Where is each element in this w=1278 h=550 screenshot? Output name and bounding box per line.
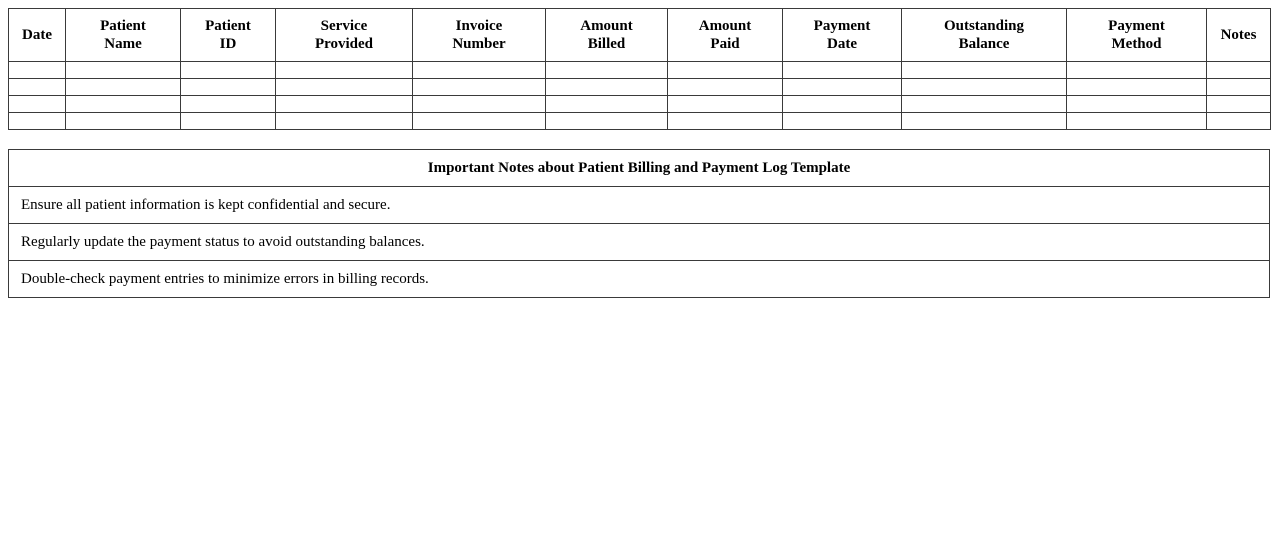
- header-text: Date: [22, 27, 52, 43]
- cell-date[interactable]: [9, 62, 66, 79]
- header-text: Patient: [205, 18, 251, 34]
- column-header-patient-name: [66, 9, 181, 62]
- cell-outstanding-balance[interactable]: [902, 113, 1067, 130]
- column-header-amount-paid: [668, 9, 783, 62]
- cell-payment-date[interactable]: [783, 79, 902, 96]
- cell-patient-name[interactable]: [66, 113, 181, 130]
- header-text: Date: [827, 36, 857, 52]
- table-row: [9, 113, 1271, 130]
- cell-notes[interactable]: [1207, 62, 1271, 79]
- header-text: Invoice: [455, 18, 503, 34]
- cell-patient-name[interactable]: [66, 62, 181, 79]
- cell-payment-date[interactable]: [783, 62, 902, 79]
- note-item: Double-check payment entries to minimize errors in billing records.: [9, 261, 1270, 298]
- cell-payment-method[interactable]: [1067, 79, 1207, 96]
- cell-service-provided[interactable]: [276, 113, 413, 130]
- header-text: Method: [1111, 36, 1162, 52]
- note-item: Ensure all patient information is kept confidential and secure.: [9, 187, 1270, 224]
- header-text: Amount: [698, 18, 752, 34]
- cell-service-provided[interactable]: [276, 79, 413, 96]
- cell-date[interactable]: [9, 79, 66, 96]
- cell-payment-date[interactable]: [783, 113, 902, 130]
- cell-payment-method[interactable]: [1067, 96, 1207, 113]
- cell-patient-id[interactable]: [181, 96, 276, 113]
- notes-table: [8, 149, 1270, 298]
- document: [8, 8, 1270, 298]
- header-text: Provided: [314, 36, 374, 52]
- cell-service-provided[interactable]: [276, 62, 413, 79]
- cell-notes[interactable]: [1207, 79, 1271, 96]
- column-header-date: [9, 9, 66, 62]
- cell-amount-billed[interactable]: [546, 62, 668, 79]
- cell-amount-paid[interactable]: [668, 79, 783, 96]
- cell-amount-billed[interactable]: [546, 96, 668, 113]
- header-text: Notes: [1220, 27, 1257, 43]
- cell-payment-method[interactable]: [1067, 62, 1207, 79]
- cell-notes[interactable]: [1207, 113, 1271, 130]
- cell-outstanding-balance[interactable]: [902, 79, 1067, 96]
- cell-patient-id[interactable]: [181, 62, 276, 79]
- cell-amount-paid[interactable]: [668, 62, 783, 79]
- billing-log-table: [8, 8, 1271, 130]
- notes-row: [9, 224, 1270, 261]
- cell-invoice-number[interactable]: [413, 113, 546, 130]
- notes-header-row: [9, 150, 1270, 187]
- cell-invoice-number[interactable]: [413, 96, 546, 113]
- cell-service-provided[interactable]: [276, 96, 413, 113]
- header-text: Balance: [958, 36, 1010, 52]
- cell-outstanding-balance[interactable]: [902, 62, 1067, 79]
- header-text: Outstanding: [943, 18, 1025, 34]
- cell-amount-billed[interactable]: [546, 79, 668, 96]
- header-text: Number: [452, 36, 506, 52]
- header-text: Patient: [100, 18, 146, 34]
- cell-amount-billed[interactable]: [546, 113, 668, 130]
- table-header-row: [9, 9, 1271, 62]
- header-text: Payment: [813, 18, 871, 34]
- header-text: Billed: [587, 36, 626, 52]
- cell-outstanding-balance[interactable]: [902, 96, 1067, 113]
- cell-payment-method[interactable]: [1067, 113, 1207, 130]
- notes-row: [9, 187, 1270, 224]
- header-text: ID: [219, 36, 237, 52]
- column-header-notes: [1207, 9, 1271, 62]
- header-text: Payment: [1108, 18, 1165, 34]
- cell-amount-paid[interactable]: [668, 113, 783, 130]
- cell-patient-id[interactable]: [181, 113, 276, 130]
- column-header-invoice-number: [413, 9, 546, 62]
- cell-patient-name[interactable]: [66, 96, 181, 113]
- column-header-payment-date: [783, 9, 902, 62]
- notes-title: Important Notes about Patient Billing and Payment Log Template: [9, 150, 1270, 187]
- column-header-payment-method: [1067, 9, 1207, 62]
- note-item: Regularly update the payment status to avoid outstanding balances.: [9, 224, 1270, 261]
- column-header-patient-id: [181, 9, 276, 62]
- table-row: [9, 96, 1271, 113]
- table-row: [9, 79, 1271, 96]
- header-text: Service: [320, 18, 368, 34]
- cell-patient-name[interactable]: [66, 79, 181, 96]
- column-header-outstanding-balance: [902, 9, 1067, 62]
- header-text: Amount: [580, 18, 633, 34]
- table-body: [9, 62, 1271, 130]
- cell-patient-id[interactable]: [181, 79, 276, 96]
- column-header-service-provided: [276, 9, 413, 62]
- cell-amount-paid[interactable]: [668, 96, 783, 113]
- cell-invoice-number[interactable]: [413, 79, 546, 96]
- table-row: [9, 62, 1271, 79]
- column-header-amount-billed: [546, 9, 668, 62]
- cell-payment-date[interactable]: [783, 96, 902, 113]
- cell-invoice-number[interactable]: [413, 62, 546, 79]
- cell-date[interactable]: [9, 113, 66, 130]
- header-text: Paid: [710, 36, 740, 52]
- header-text: Name: [104, 36, 142, 52]
- cell-date[interactable]: [9, 96, 66, 113]
- notes-row: [9, 261, 1270, 298]
- cell-notes[interactable]: [1207, 96, 1271, 113]
